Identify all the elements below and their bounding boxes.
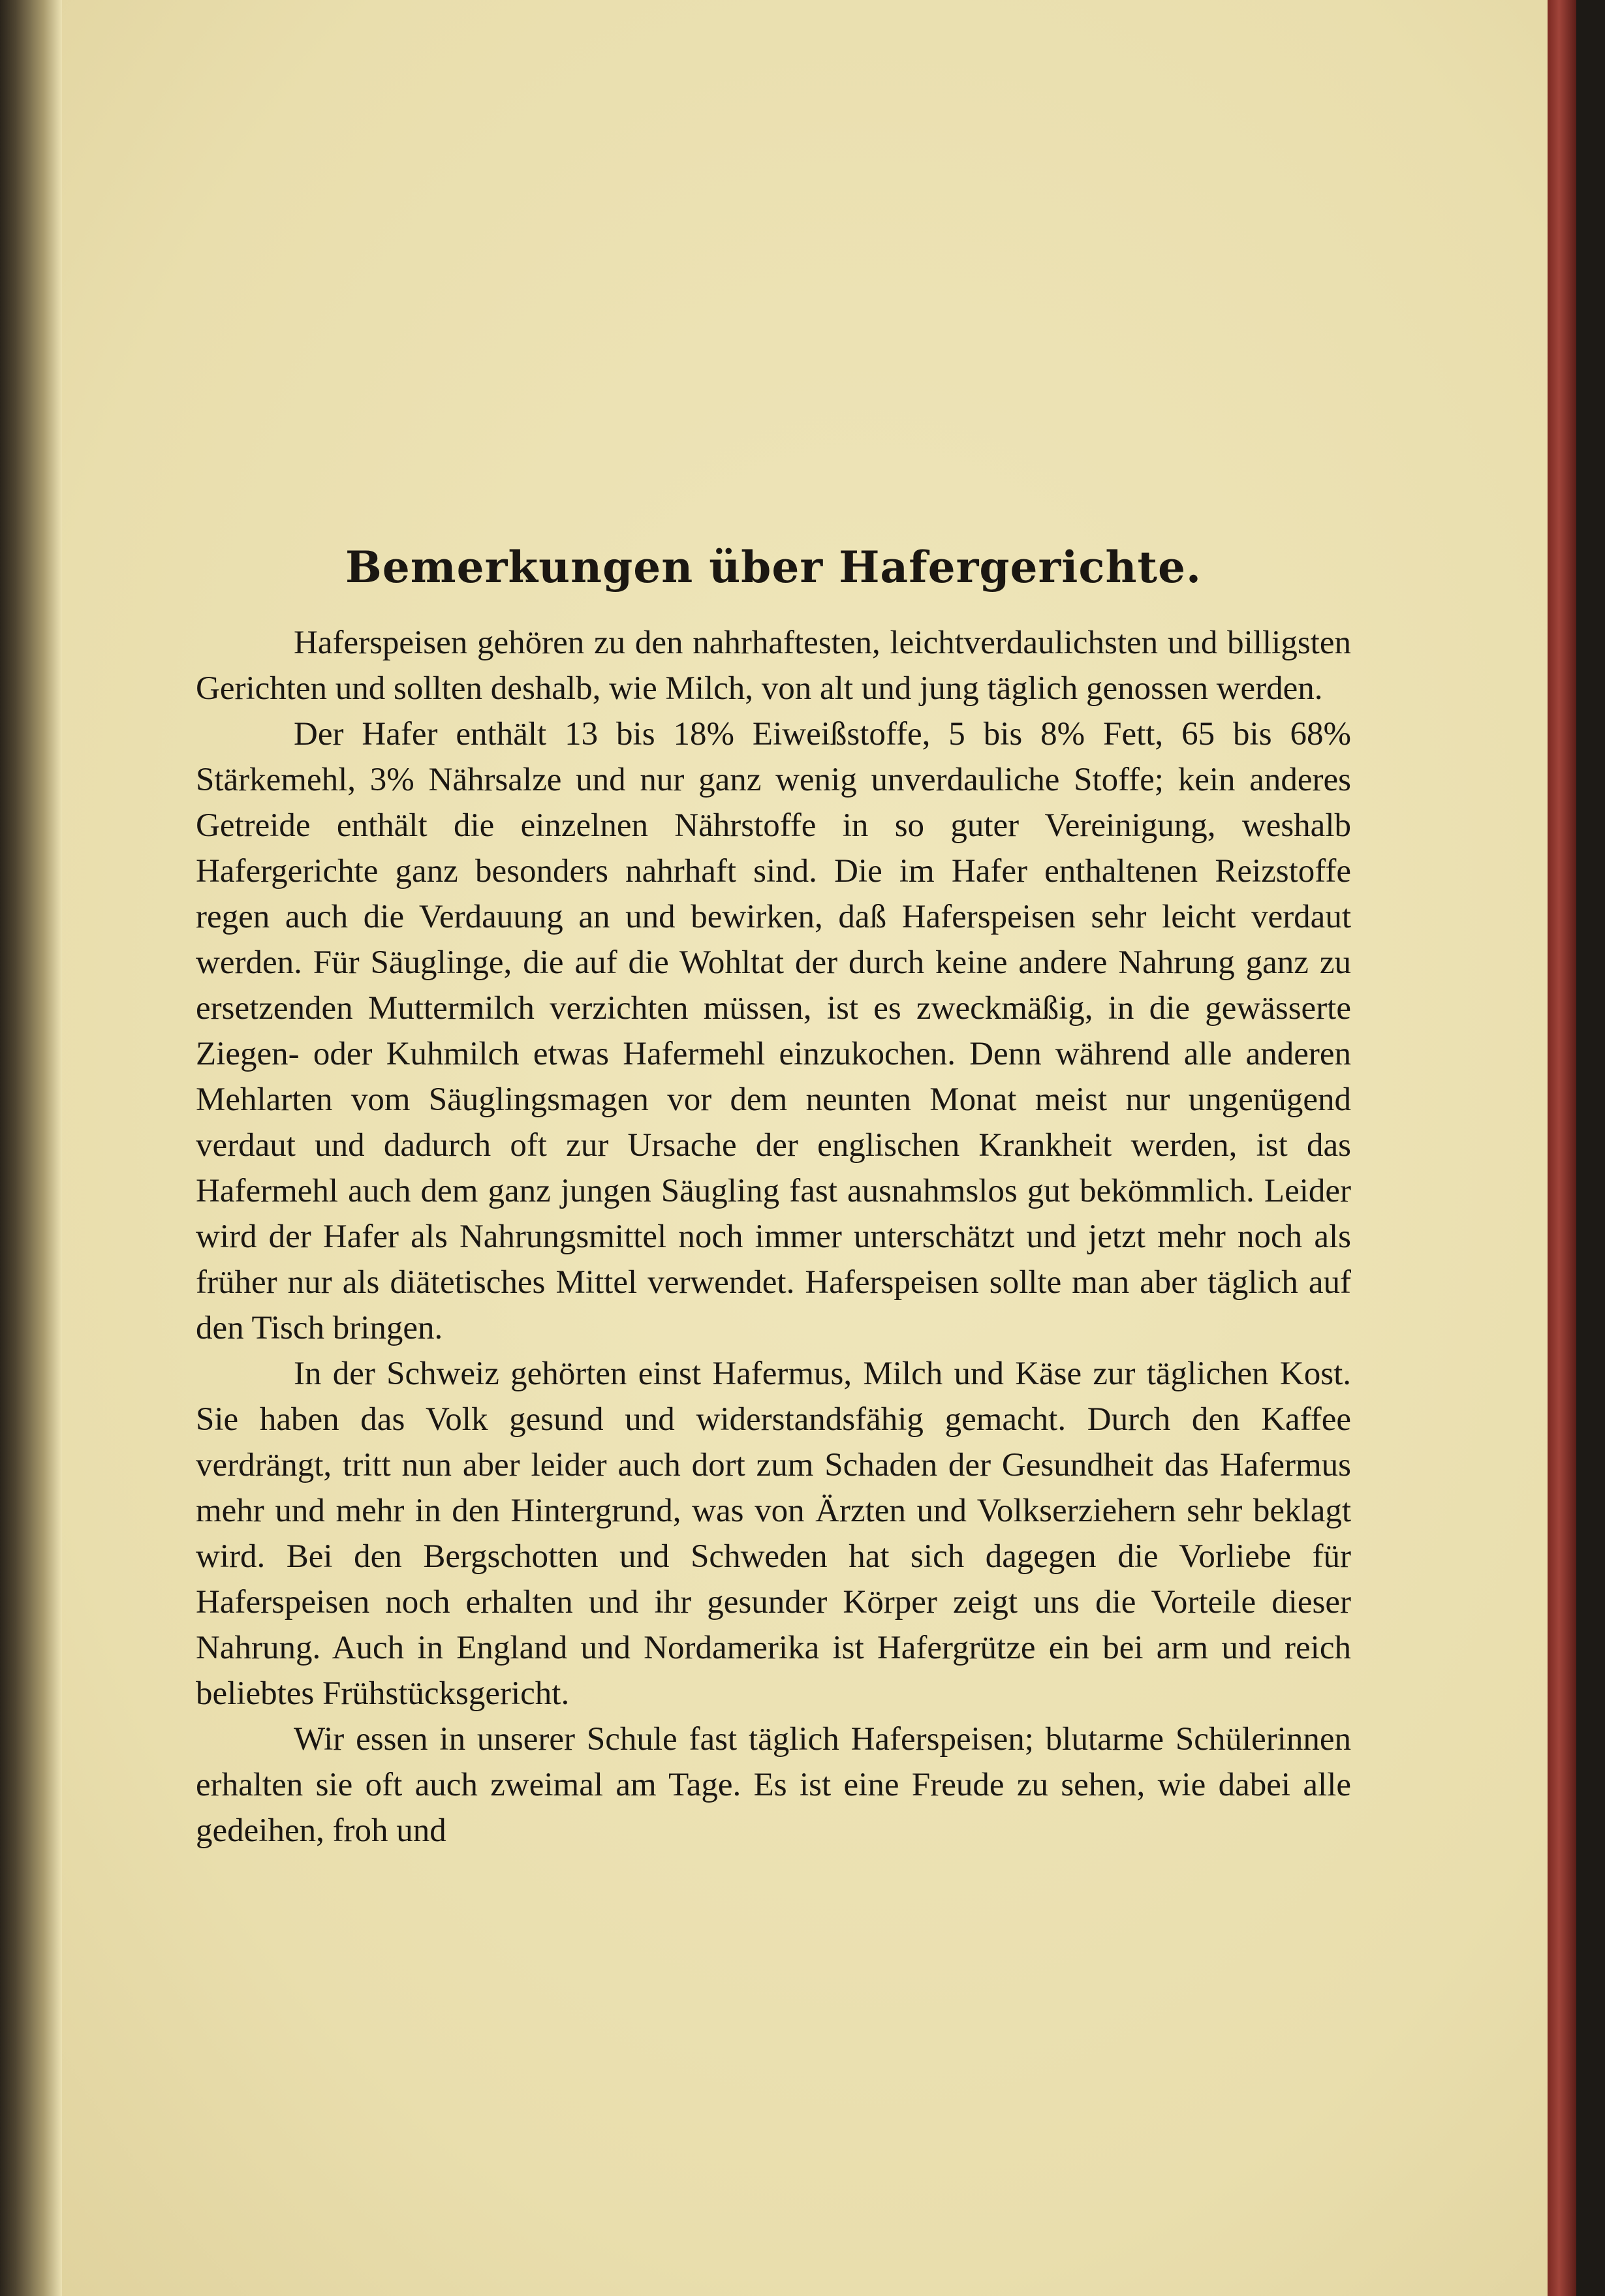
page-content	[196, 542, 1351, 1854]
page-title: Bemerkungen über Hafergerichte.	[345, 542, 1202, 593]
paragraph-3: In der Schweiz gehörten einst Hafermus, Milch und Käse zur täglichen Kost. Sie haben das Volk gesund und widerstandsfähig gemacht. Durch den Kaffee verdrängt, tritt nun aber leider auch dort zum Schaden der Gesundheit das Hafermus mehr und mehr in den Hintergrund, was von Ärzten und Volkserziehern sehr beklagt wird. Bei den Bergschotten und Schweden hat sich dagegen die Vorliebe für Haferspeisen noch erhalten und ihr gesunder Körper zeigt uns die Vorteile dieser Nahrung. Auch in England und Nordamerika ist Hafergrütze ein bei arm und reich beliebtes Frühstücksgericht.	[196, 1356, 1351, 1712]
paragraph-4: Wir essen in unserer Schule fast täglich Haferspeisen; blutarme Schülerinnen erhalten sie oft auch zweimal am Tage. Es ist eine Freude zu sehen, wie dabei alle gedeihen, froh und	[196, 1721, 1351, 1849]
page-edge	[1548, 0, 1576, 2296]
paragraph-1: Haferspeisen gehören zu den nahrhaftesten, leichtverdaulichsten und billigsten Gerichten und sollten deshalb, wie Milch, von alt und jung täglich genossen werden.	[196, 625, 1351, 707]
paragraph-2: Der Hafer enthält 13 bis 18% Eiweißstoffe, 5 bis 8% Fett, 65 bis 68% Stärkemehl, 3% Nährsalze und nur ganz wenig unverdauliche Stoffe; kein anderes Getreide enthält die einzelnen Nährstoffe in so guter Vereinigung, weshalb Hafergerichte ganz besonders nahrhaft sind. Die im Hafer enthaltenen Reizstoffe regen auch die Verdauung an und bewirken, daß Haferspeisen sehr leicht verdaut werden. Für Säuglinge, die auf die Wohltat der durch keine andere Nahrung ganz zu ersetzenden Muttermilch verzichten müssen, ist es zweckmäßig, in die gewässerte Ziegen- oder Kuhmilch etwas Hafermehl einzukochen. Denn während alle anderen Mehlarten vom Säuglingsmagen vor dem neunten Monat meist nur ungenügend verdaut und dadurch oft zur Ursache der englischen Krankheit werden, ist das Hafermehl auch dem ganz jungen Säugling fast ausnahmslos gut bekömmlich. Leider wird der Hafer als Nahrungsmittel noch immer unterschätzt und jetzt mehr noch als früher nur als diätetisches Mittel verwendet. Haferspeisen sollte man aber täglich auf den Tisch bringen.	[196, 716, 1351, 1346]
book-binding	[0, 0, 62, 2296]
